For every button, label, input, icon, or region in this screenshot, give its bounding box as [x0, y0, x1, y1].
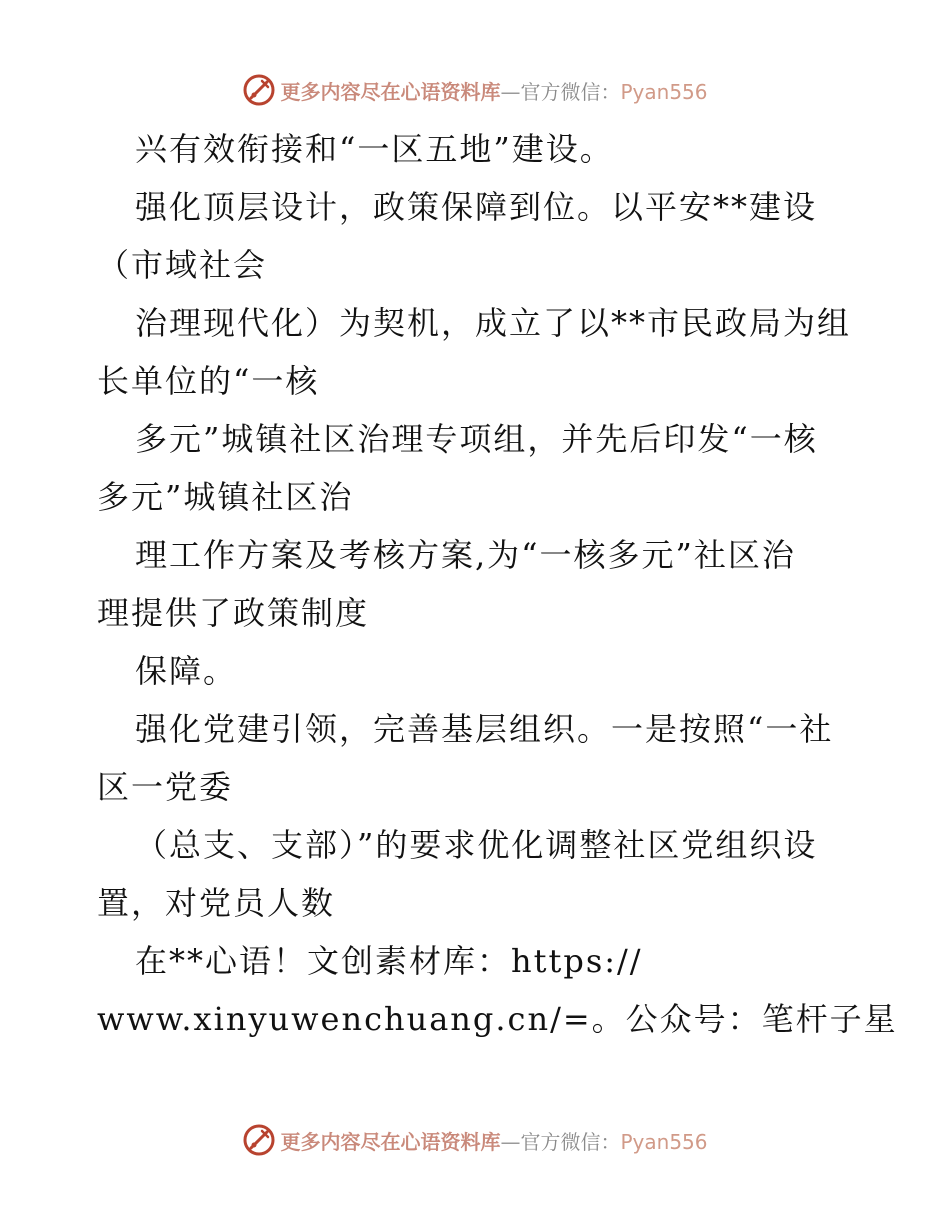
watermark-id: Pyan556: [620, 1129, 708, 1154]
watermark-id: Pyan556: [620, 79, 708, 104]
watermark-main: 更多内容尽在心语资料库: [280, 1129, 501, 1154]
text-line: 置，对党员人数: [97, 884, 336, 922]
watermark-official: 官方微信：: [520, 79, 621, 104]
text-line: 多元”城镇社区治理专项组，并先后印发“一核: [135, 420, 818, 458]
text-line: （市域社会: [97, 246, 268, 284]
pen-logo-icon: [242, 73, 276, 107]
text-line: 长单位的“一核: [97, 362, 320, 400]
text-line: 强化党建引领，完善基层组织。一是按照“一社: [135, 710, 834, 748]
watermark-dash: —: [500, 1129, 521, 1154]
text-line: 理工作方案及考核方案,为“一核多元”社区治: [135, 536, 796, 574]
text-line: 强化顶层设计，政策保障到位。以平安**建设: [135, 188, 818, 226]
text-line: 多元”城镇社区治: [97, 478, 354, 516]
watermark-official: 官方微信：: [520, 1129, 621, 1154]
watermark-text: [280, 1126, 707, 1155]
document-body: [97, 120, 898, 1048]
text-line: 兴有效衔接和“一区五地”建设。: [135, 130, 614, 168]
watermark-footer: [0, 1120, 950, 1160]
text-line: 区一党委: [97, 768, 234, 806]
watermark-dash: —: [500, 79, 521, 104]
text-line: 治理现代化）为契机，成立了以**市民政局为组: [135, 304, 852, 342]
text-line: 保障。: [135, 652, 238, 690]
text-line: （总支、支部）”的要求优化调整社区党组织设: [135, 826, 818, 864]
text-line: www.xinyuwenchuang.cn/=。公众号：笔杆子星: [97, 1000, 898, 1038]
watermark-text: [280, 76, 707, 105]
watermark-header: [0, 70, 950, 110]
watermark-main: 更多内容尽在心语资料库: [280, 79, 501, 104]
pen-logo-icon: [242, 1123, 276, 1157]
text-line: 理提供了政策制度: [97, 594, 370, 632]
text-line: 在**心语！文创素材库：https://: [135, 942, 643, 980]
